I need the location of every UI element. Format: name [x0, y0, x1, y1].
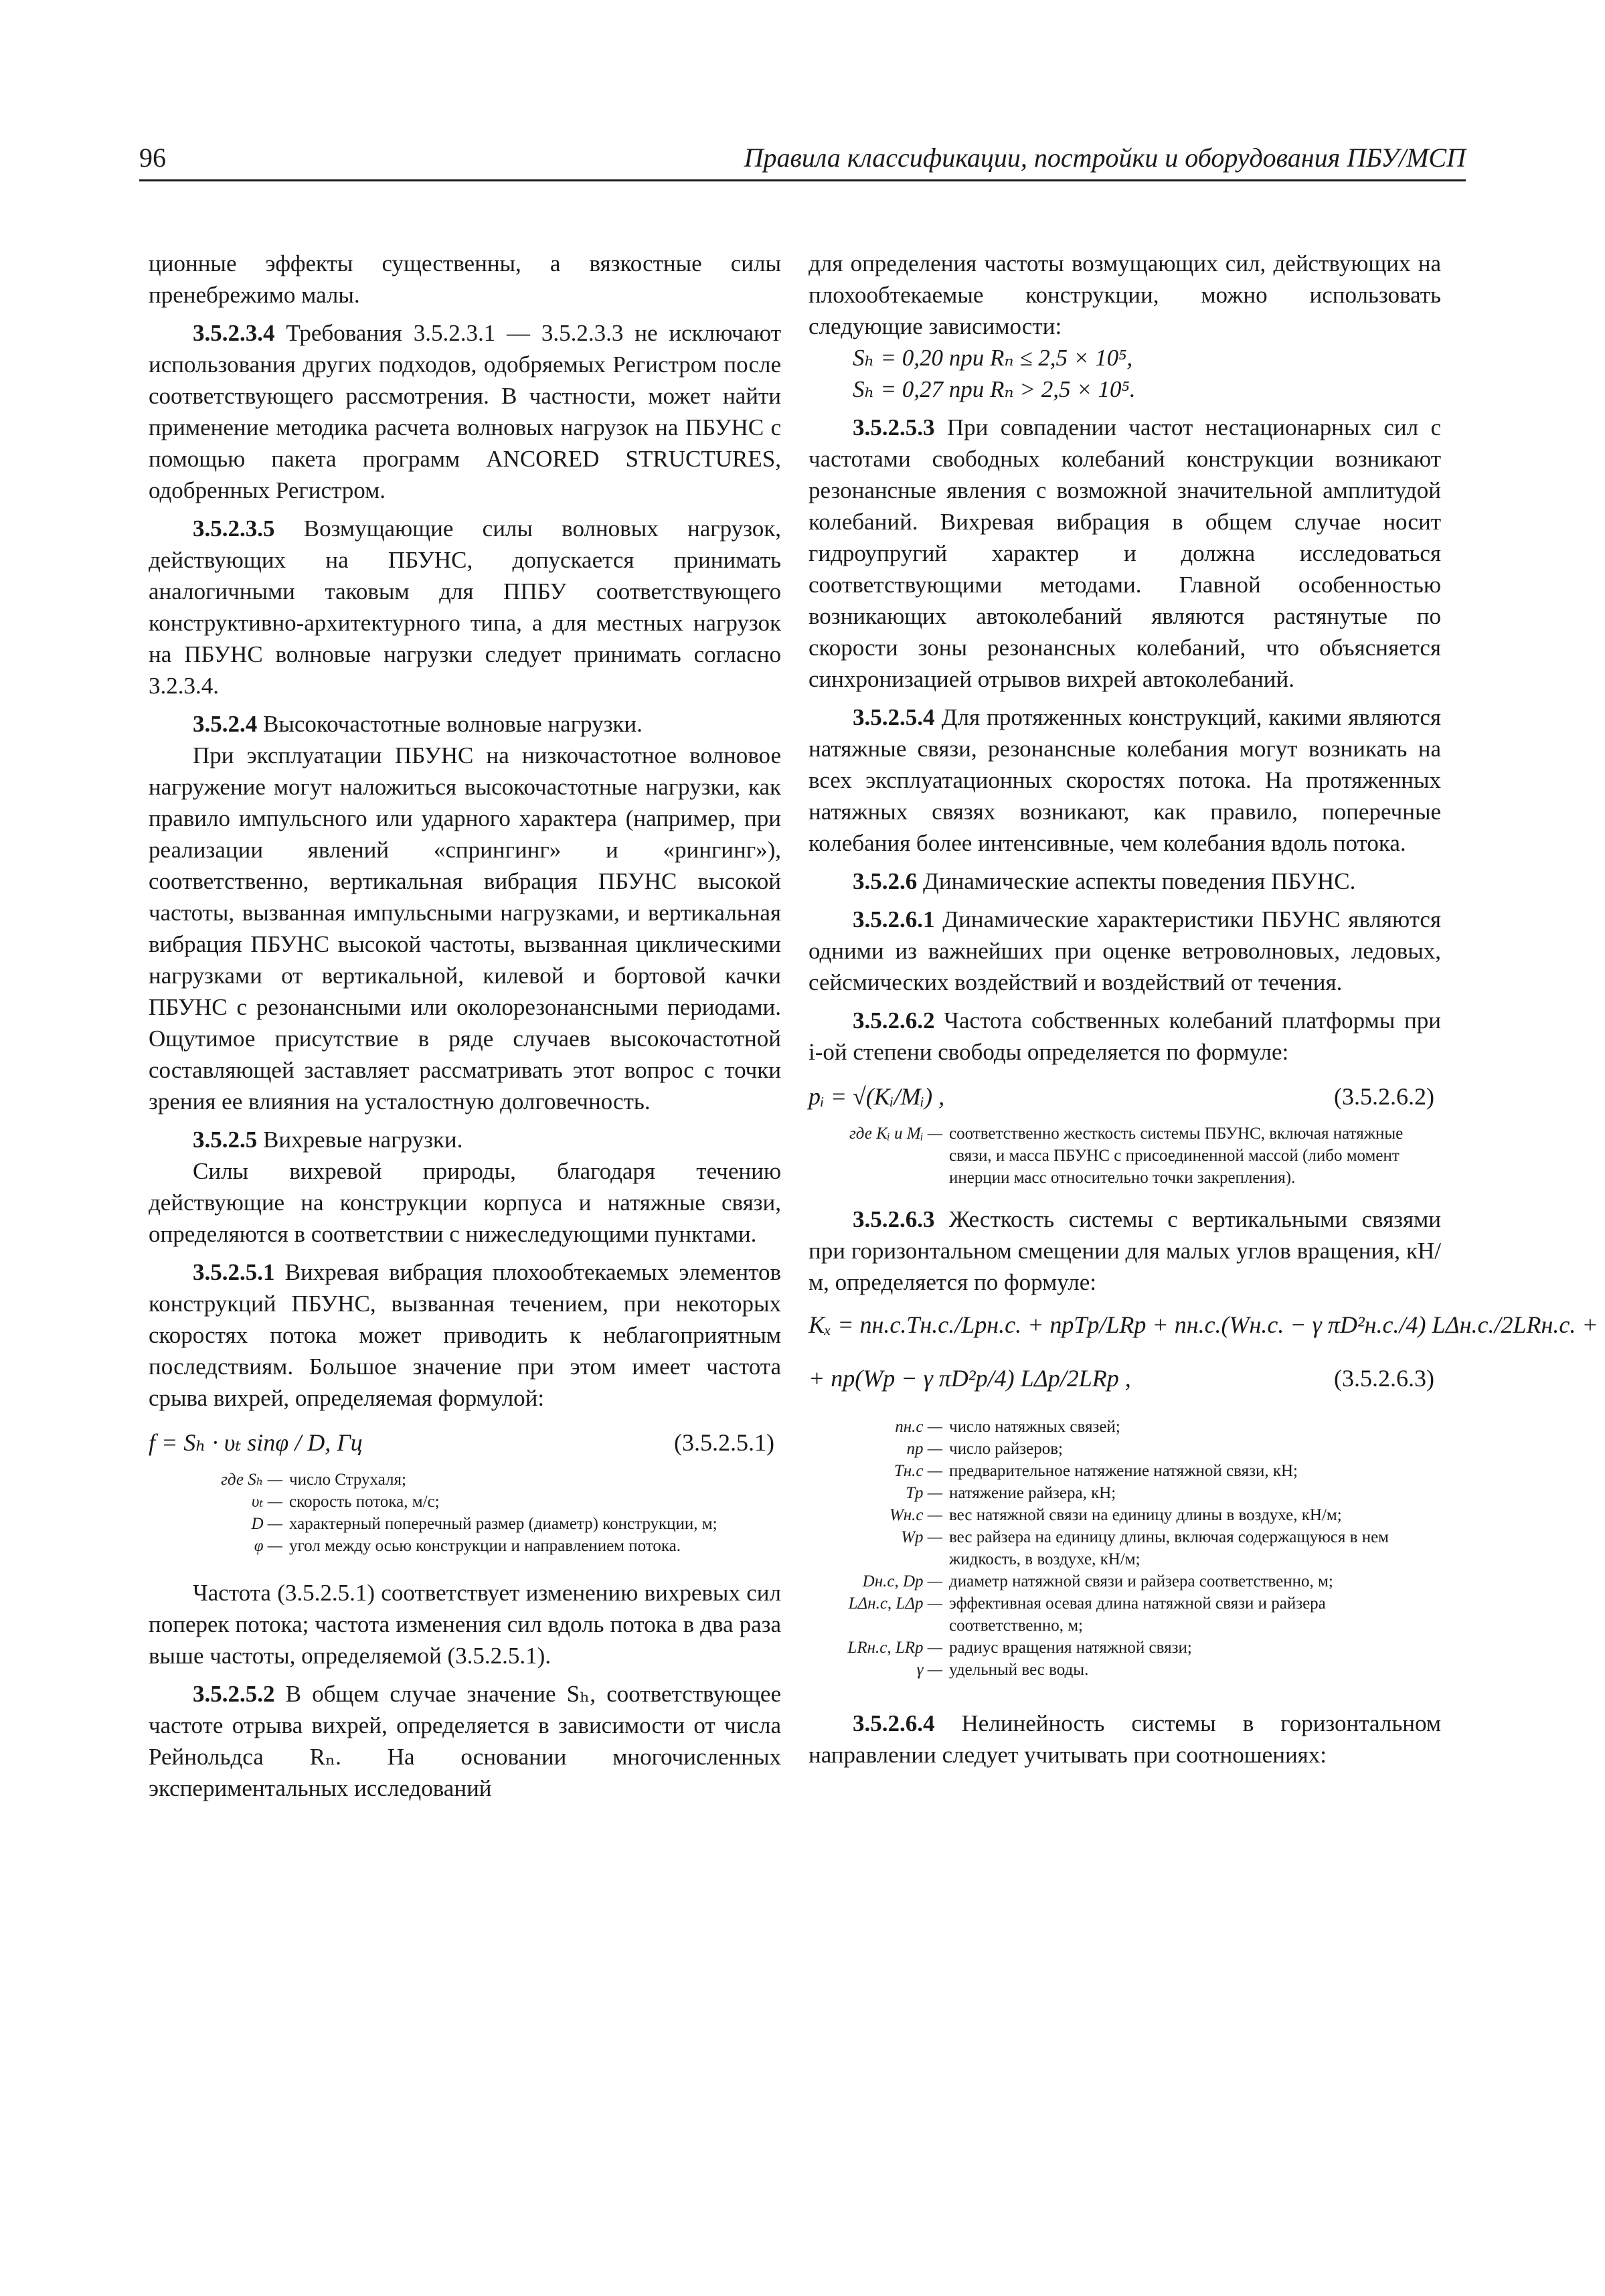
clause-number: 3.5.2.6.4	[853, 1710, 935, 1736]
paragraph-3-5-2-6-4	[809, 1708, 1441, 1771]
legend-description: угол между осью конструкции и направлением потока.	[289, 1537, 681, 1555]
clause-number: 3.5.2.6	[853, 868, 918, 894]
clause-text: Вихревые нагрузки.	[257, 1127, 463, 1153]
legend-description: предварительное натяжение натяжной связи, кН;	[949, 1462, 1298, 1480]
legend-description: эффективная осевая длина натяжной связи и райзера соответственно, м;	[949, 1594, 1326, 1635]
legend-symbol: D —	[251, 1515, 282, 1533]
formula-3-5-2-5-1	[149, 1419, 781, 1466]
equation-number: (3.5.2.6.3)	[1334, 1365, 1434, 1392]
paragraph: Частота (3.5.2.5.1) соответствует изменению вихревых сил поперек потока; частота изменения сил вдоль потока в два раза выше частоты, определяемой (3.5.2.5.1).	[149, 1580, 781, 1669]
paragraph-3-5-2-5-3	[809, 412, 1441, 695]
formula-legend	[809, 1123, 1441, 1189]
right-column	[809, 248, 1598, 1771]
clause-number: 3.5.2.6.2	[853, 1007, 935, 1034]
legend-symbol: nр —	[906, 1440, 942, 1458]
paragraph-3-5-2-5	[149, 1124, 781, 1155]
legend-row	[809, 1123, 1441, 1189]
legend-symbol: Dн.с, Dр —	[862, 1572, 942, 1590]
paragraph-3-5-2-5-2	[149, 1678, 781, 1804]
clause-text: Возмущающие силы волновых нагрузок, действующих на ПБУНС, допускается принимать аналогичными таковым для ППБУ соответствующего конструктивно-архитектурного типа, а для местных нагрузок на ПБУНС волновые нагрузки следует принимать согласно 3.2.3.4.	[149, 515, 781, 699]
legend-row	[809, 1592, 1441, 1637]
legend-symbol: nн.с —	[895, 1418, 942, 1436]
paragraph: При эксплуатации ПБУНС на низкочастотное волновое нагружение могут наложиться высокочастотные нагрузки, как правило импульсного или ударного характера (например, при реализации явлений «спрингинг» и «рингинг»), соответственно, вертикальная вибрация ПБУНС высокой частоты, вызванная импульсными нагрузками, и вертикальная вибрация ПБУНС высокой частоты, вызванная циклическими нагрузками от вертикальной, килевой и бортовой качки ПБУНС с резонансными или околорезонансными периодами. Ощутимое присутствие в ряде случаев высокочастотной составляющей заставляет рассматривать этот вопрос с точки зрения ее влияния на усталостную долговечность.	[149, 742, 781, 1115]
clause-text: При совпадении частот нестационарных сил с частотами свободных колебаний конструкции возникают резонансные явления с возможной значительной амплитудой колебаний. Вихревая вибрация в общем случае носит гидроупругий характер и должна исследоваться соответствующими методами. Главной особенностью возникающих автоколебаний являются растянутые по скорости зоны резонансных колебаний, что объясняется синхронизацией отрывов вихрей автоколебаний.	[809, 414, 1441, 692]
paragraph-3-5-2-4	[149, 708, 781, 740]
paragraph-3-5-2-3-4	[149, 317, 781, 506]
clause-text: Нелинейность системы в горизонтальном направлении следует учитывать при соотношениях:	[809, 1710, 1441, 1768]
legend-row	[809, 1438, 1441, 1460]
clause-number: 3.5.2.5.4	[853, 704, 935, 730]
strouhal-relation-b: Sₕ = 0,27 при Rₙ > 2,5 × 10⁵.	[853, 376, 1136, 402]
clause-number: 3.5.2.5.2	[193, 1681, 275, 1707]
legend-description: число Струхаля;	[289, 1471, 406, 1489]
legend-description: число натяжных связей;	[949, 1418, 1120, 1436]
clause-text: Высокочастотные волновые нагрузки.	[257, 711, 643, 737]
page-header	[139, 139, 1466, 181]
legend-row	[149, 1491, 781, 1513]
legend-row	[809, 1526, 1441, 1570]
legend-symbol: φ —	[254, 1537, 282, 1555]
clause-text: Частота собственных колебаний платформы при i-ой степени свободы определяется по формуле:	[809, 1007, 1441, 1065]
clause-number: 3.5.2.3.5	[193, 515, 275, 542]
paragraph-3-5-2-6-3	[809, 1204, 1441, 1298]
legend-description: вес райзера на единицу длины, включая содержащуюся в нем жидкость, в воздухе, кН/м;	[949, 1528, 1389, 1568]
legend-description: натяжение райзера, кН;	[949, 1484, 1116, 1502]
legend-description: характерный поперечный размер (диаметр) конструкции, м;	[289, 1515, 717, 1533]
formula-3-5-2-6-3-line2	[809, 1351, 1441, 1405]
formula-legend	[809, 1416, 1441, 1681]
legend-symbol: LRн.с, LRp —	[847, 1639, 942, 1657]
legend-symbol: Wн.с —	[889, 1506, 942, 1524]
legend-description: радиус вращения натяжной связи;	[949, 1639, 1192, 1657]
equation-number: (3.5.2.6.2)	[1334, 1083, 1434, 1110]
paragraph-3-5-2-6-1	[809, 904, 1441, 998]
formula-3-5-2-6-3-line1	[809, 1298, 1598, 1351]
formula-expression: f = Sₕ · υₜ sinφ / D, Гц	[149, 1429, 363, 1456]
legend-row	[809, 1482, 1441, 1504]
formula-legend	[149, 1469, 781, 1557]
paragraph: Силы вихревой природы, благодаря течению действующие на конструкции корпуса и натяжные связи, определяются в соответствии с нижеследующими пунктами.	[149, 1158, 781, 1247]
legend-description: скорость потока, м/с;	[289, 1493, 440, 1511]
running-title: Правила классификации, постройки и оборудования ПБУ/МСП	[744, 143, 1466, 173]
legend-symbol: где Kᵢ и Mᵢ —	[849, 1125, 942, 1143]
clause-text: В общем случае значение Sₕ, соответствующее частоте отрыва вихрей, определяется в зависимости от числа Рейнольдса Rₙ. На основании многочисленных экспериментальных исследований	[149, 1681, 781, 1801]
clause-number: 3.5.2.6.1	[853, 906, 935, 932]
formula-expression: + nр(Wр − γ πD²р/4) LΔр/2LRp ,	[809, 1365, 1131, 1392]
paragraph: для определения частоты возмущающих сил, действующих на плохообтекаемые конструкции, можно использовать следующие зависимости:	[809, 250, 1441, 339]
clause-text: Динамические аспекты поведения ПБУНС.	[917, 868, 1356, 894]
paragraph-3-5-2-5-4	[809, 702, 1441, 859]
clause-text: Вихревая вибрация плохообтекаемых элементов конструкций ПБУНС, вызванная течением, при некоторых скоростях потока может приводить к неблагоприятным последствиям. Большое значение при этом имеет частота срыва вихрей, определяемая формулой:	[149, 1259, 781, 1411]
paragraph-3-5-2-5-1	[149, 1256, 781, 1414]
legend-row	[149, 1469, 781, 1491]
legend-description: соответственно жесткость системы ПБУНС, включая натяжные связи, и масса ПБУНС с присоединенной массой (либо момент инерции масс относительно точки закрепления).	[949, 1125, 1404, 1187]
legend-description: вес натяжной связи на единицу длины в воздухе, кН/м;	[949, 1506, 1342, 1524]
legend-symbol: где Sₕ —	[221, 1471, 282, 1489]
paragraph-3-5-2-6	[809, 866, 1441, 897]
legend-symbol: γ —	[916, 1661, 942, 1679]
legend-symbol: LΔн.с, LΔр —	[848, 1594, 942, 1613]
formula-3-5-2-6-2	[809, 1073, 1441, 1120]
formula-expression: pᵢ = √(Kᵢ/Mᵢ) ,	[809, 1083, 945, 1110]
clause-number: 3.5.2.5.1	[193, 1259, 275, 1285]
legend-symbol: υₜ —	[251, 1493, 282, 1511]
legend-row	[149, 1535, 781, 1557]
formula-expression: Kₓ = nн.с.Tн.с./Lрн.с. + nрTр/LRp + nн.с.(Wн.с. − γ πD²н.с./4) LΔн.с./2LRн.с. +	[809, 1311, 1598, 1338]
clause-number: 3.5.2.3.4	[193, 320, 275, 346]
legend-row	[809, 1659, 1441, 1681]
legend-symbol: Tн.с —	[894, 1462, 942, 1480]
paragraph-3-5-2-6-2	[809, 1005, 1441, 1068]
clause-number: 3.5.2.6.3	[853, 1206, 935, 1232]
legend-row	[809, 1637, 1441, 1659]
clause-number: 3.5.2.5	[193, 1127, 258, 1153]
clause-text: Для протяженных конструкций, какими являются натяжные связи, резонансные колебания могут возникать на всех эксплуатационных скоростях потока. На протяженных натяжных связях возникают, как правило, поперечные колебания более интенсивные, чем колебания вдоль потока.	[809, 704, 1441, 856]
equation-number: (3.5.2.5.1)	[674, 1429, 774, 1456]
page-number: 96	[139, 143, 166, 173]
legend-row	[149, 1513, 781, 1535]
legend-symbol: Tр —	[906, 1484, 942, 1502]
strouhal-relation-a: Sₕ = 0,20 при Rₙ ≤ 2,5 × 10⁵,	[853, 345, 1133, 371]
legend-row	[809, 1570, 1441, 1592]
legend-description: диаметр натяжной связи и райзера соответственно, м;	[949, 1572, 1333, 1590]
legend-row	[809, 1416, 1441, 1438]
clause-number: 3.5.2.5.3	[853, 414, 935, 440]
legend-row	[809, 1504, 1441, 1526]
left-column	[149, 248, 781, 1804]
clause-text: Требования 3.5.2.3.1 — 3.5.2.3.3 не исключают использования других подходов, одобряемых Регистром после соответствующего рассмотрения. В частности, может найти применение методика расчета волновых нагрузок на ПБУНС с помощью пакета программ ANCORED STRUCTURES, одобренных Регистром.	[149, 320, 781, 503]
clause-text: Динамические характеристики ПБУНС являются одними из важнейших при оценке ветроволновых, ледовых, сейсмических воздействий и воздействий от течения.	[809, 906, 1441, 995]
legend-row	[809, 1460, 1441, 1482]
clause-number: 3.5.2.4	[193, 711, 258, 737]
legend-description: число райзеров;	[949, 1440, 1063, 1458]
paragraph: ционные эффекты существенны, а вязкостные силы пренебрежимо малы.	[149, 250, 781, 308]
legend-symbol: Wр —	[901, 1528, 942, 1546]
legend-description: удельный вес воды.	[949, 1661, 1089, 1679]
clause-text: Жесткость системы с вертикальными связями при горизонтальном смещении для малых углов вращения, кН/м, определяется по формуле:	[809, 1206, 1441, 1295]
paragraph-3-5-2-3-5	[149, 513, 781, 702]
